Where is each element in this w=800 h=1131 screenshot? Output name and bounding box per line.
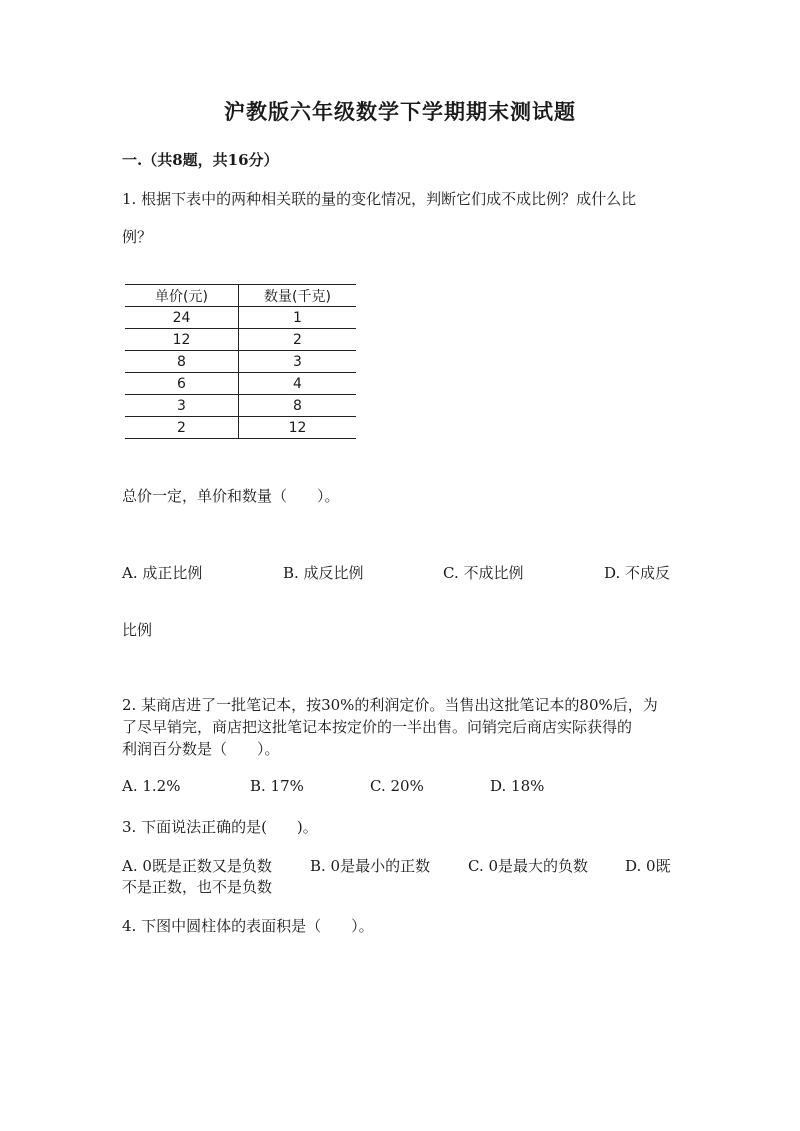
q3-option-c: C. 0是最大的负数 xyxy=(468,857,589,875)
q1-option-d: D. 不成反 xyxy=(604,564,671,582)
q1-option-d-wrap: 比例 xyxy=(122,621,153,639)
table-cell-price: 3 xyxy=(125,395,239,417)
q2-option-d: D. 18% xyxy=(490,777,545,795)
table-cell-quantity: 3 xyxy=(239,351,357,373)
table-cell-quantity: 4 xyxy=(239,373,357,395)
table-header-row xyxy=(125,285,356,307)
q1-statement: 总价一定，单价和数量（ ）。 xyxy=(122,487,340,505)
table-row xyxy=(125,329,356,351)
table-row xyxy=(125,351,356,373)
q3-text: 3. 下面说法正确的是( )。 xyxy=(122,818,318,836)
q3-option-d: D. 0既 xyxy=(625,857,671,875)
table-header-unit-price: 单价(元) xyxy=(125,285,239,307)
q2-text-line3: 利润百分数是（ ）。 xyxy=(122,740,280,758)
q1-option-b: B. 成反比例 xyxy=(283,564,364,582)
table-cell-quantity: 1 xyxy=(239,307,357,329)
table-cell-price: 6 xyxy=(125,373,239,395)
q3-option-a: A. 0既是正数又是负数 xyxy=(122,857,272,875)
table-row xyxy=(125,373,356,395)
table-cell-quantity: 12 xyxy=(239,417,357,439)
q1-price-quantity-table xyxy=(125,284,356,439)
table-cell-quantity: 8 xyxy=(239,395,357,417)
q2-text-line2: 了尽早销完，商店把这批笔记本按定价的一半出售。问销完后商店实际获得的 xyxy=(122,718,633,736)
table-header-quantity: 数量(千克) xyxy=(239,285,357,307)
section-heading: 一.（共8题，共16分） xyxy=(122,151,279,169)
table-cell-price: 12 xyxy=(125,329,239,351)
q4-text: 4. 下图中圆柱体的表面积是（ ）。 xyxy=(122,917,374,935)
q2-option-c: C. 20% xyxy=(370,777,424,795)
q2-option-a: A. 1.2% xyxy=(122,777,181,795)
q1-text-line2: 例？ xyxy=(122,228,153,246)
page-title: 沪教版六年级数学下学期期末测试题 xyxy=(224,99,576,124)
table-cell-quantity: 2 xyxy=(239,329,357,351)
q2-text-line1: 2. 某商店进了一批笔记本，按30%的利润定价。当售出这批笔记本的80%后，为 xyxy=(122,696,658,714)
table-row xyxy=(125,417,356,439)
table-row xyxy=(125,307,356,329)
q3-option-b: B. 0是最小的正数 xyxy=(310,857,431,875)
q1-option-c: C. 不成比例 xyxy=(443,564,524,582)
q1-text-line1: 1. 根据下表中的两种相关联的量的变化情况，判断它们成不成比例？成什么比 xyxy=(122,190,637,208)
q1-option-a: A. 成正比例 xyxy=(122,564,203,582)
table-cell-price: 24 xyxy=(125,307,239,329)
q2-option-b: B. 17% xyxy=(250,777,304,795)
q3-option-d-wrap: 不是正数，也不是负数 xyxy=(122,878,273,896)
table-row xyxy=(125,395,356,417)
table-cell-price: 8 xyxy=(125,351,239,373)
table-cell-price: 2 xyxy=(125,417,239,439)
